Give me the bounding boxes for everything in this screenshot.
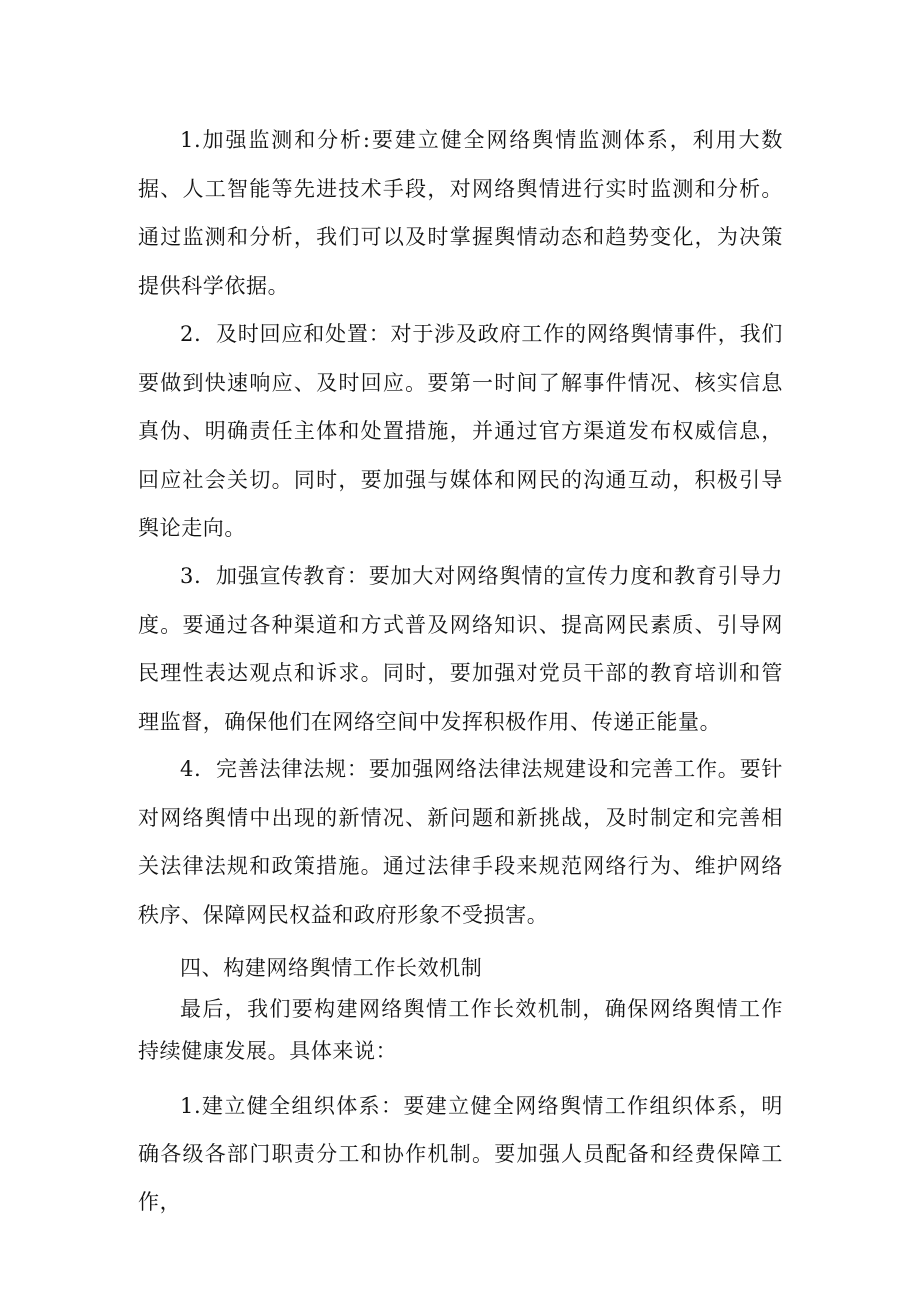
paragraph-timely-response: 2．及时回应和处置：对于涉及政府工作的网络舆情事件，我们要做到快速响应、及时回应。要第一时间了解事件情况、核实信息真伪、明确责任主体和处置措施，并通过官方渠道发布权威信息，回应社会关切。同时，要加强与媒体和网民的沟通互动，积极引导舆论走向。 (138, 322, 783, 540)
paragraph-long-term-mechanism-intro: 最后，我们要构建网络舆情工作长效机制，确保网络舆情工作持续健康发展。具体来说： (138, 997, 783, 1063)
paragraph-laws-regulations: 4．完善法律法规：要加强网络法律法规建设和完善工作。要针对网络舆情中出现的新情况、新问题和新挑战，及时制定和完善相关法律法规和政策措施。通过法律手段来规范网络行为、维护网络秩序、保障网民权益和政府形象不受损害。 (138, 757, 783, 927)
paragraph-monitoring-analysis: 1.加强监测和分析:要建立健全网络舆情监测体系，利用大数据、人工智能等先进技术手段，对网络舆情进行实时监测和分析。通过监测和分析，我们可以及时掌握舆情动态和趋势变化，为决策提供科学依据。 (138, 128, 783, 298)
paragraph-publicity-education: 3．加强宣传教育：要加大对网络舆情的宣传力度和教育引导力度。要通过各种渠道和方式普及网络知识、提高网民素质、引导网民理性表达观点和诉求。同时，要加强对党员干部的教育培训和管理监督，确保他们在网络空间中发挥积极作用、传递正能量。 (138, 564, 783, 734)
section-heading: 四、构建网络舆情工作长效机制 (180, 956, 483, 980)
paragraph-organization-system: 1.建立健全组织体系：要建立健全网络舆情工作组织体系，明确各级各部门职责分工和协作机制。要加强人员配备和经费保障工作， (138, 1094, 783, 1214)
